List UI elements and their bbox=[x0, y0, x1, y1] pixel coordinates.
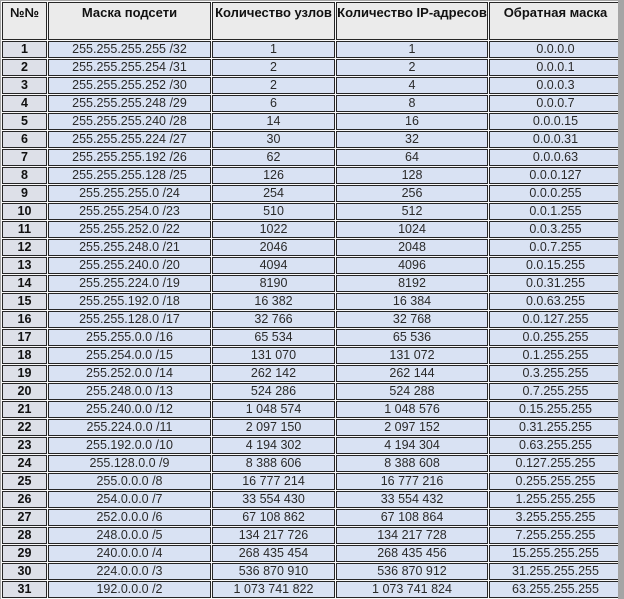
row-number-cell: 16 bbox=[2, 311, 47, 328]
row-number-cell: 29 bbox=[2, 545, 47, 562]
row-number-cell: 3 bbox=[2, 77, 47, 94]
node-count-cell: 33 554 430 bbox=[212, 491, 335, 508]
wildcard-mask-cell: 1.255.255.255 bbox=[489, 491, 618, 508]
wildcard-mask-cell: 0.3.255.255 bbox=[489, 365, 618, 382]
row-number-cell: 4 bbox=[2, 95, 47, 112]
table-row bbox=[2, 113, 618, 130]
wildcard-mask-cell: 63.255.255.255 bbox=[489, 581, 618, 598]
ip-count-cell: 32 768 bbox=[336, 311, 488, 328]
table-row bbox=[2, 311, 618, 328]
node-count-cell: 65 534 bbox=[212, 329, 335, 346]
wildcard-mask-cell: 15.255.255.255 bbox=[489, 545, 618, 562]
table-row bbox=[2, 167, 618, 184]
subnet-mask-cell: 255.252.0.0 /14 bbox=[48, 365, 211, 382]
wildcard-mask-cell: 31.255.255.255 bbox=[489, 563, 618, 580]
table-row bbox=[2, 581, 618, 598]
subnet-mask-cell: 254.0.0.0 /7 bbox=[48, 491, 211, 508]
wildcard-mask-cell: 0.255.255.255 bbox=[489, 473, 618, 490]
wildcard-mask-cell: 0.0.31.255 bbox=[489, 275, 618, 292]
subnet-mask-cell: 255.192.0.0 /10 bbox=[48, 437, 211, 454]
subnet-mask-cell: 192.0.0.0 /2 bbox=[48, 581, 211, 598]
node-count-cell: 1 048 574 bbox=[212, 401, 335, 418]
wildcard-mask-cell: 0.31.255.255 bbox=[489, 419, 618, 436]
node-count-cell: 4 194 302 bbox=[212, 437, 335, 454]
subnet-mask-table bbox=[1, 1, 618, 599]
wildcard-mask-cell: 0.7.255.255 bbox=[489, 383, 618, 400]
node-count-cell: 2046 bbox=[212, 239, 335, 256]
subnet-mask-cell: 255.255.255.252 /30 bbox=[48, 77, 211, 94]
table-row bbox=[2, 455, 618, 472]
ip-count-cell: 4 194 304 bbox=[336, 437, 488, 454]
table-row bbox=[2, 563, 618, 580]
table-row bbox=[2, 329, 618, 346]
wildcard-mask-cell: 0.63.255.255 bbox=[489, 437, 618, 454]
wildcard-mask-cell: 7.255.255.255 bbox=[489, 527, 618, 544]
wildcard-mask-cell: 3.255.255.255 bbox=[489, 509, 618, 526]
table-row bbox=[2, 95, 618, 112]
row-number-cell: 31 bbox=[2, 581, 47, 598]
table-row bbox=[2, 185, 618, 202]
row-number-cell: 2 bbox=[2, 59, 47, 76]
subnet-mask-cell: 255.255.255.240 /28 bbox=[48, 113, 211, 130]
ip-count-cell: 2 bbox=[336, 59, 488, 76]
ip-count-cell: 1 bbox=[336, 41, 488, 58]
header-number: №№ bbox=[2, 2, 47, 40]
row-number-cell: 28 bbox=[2, 527, 47, 544]
node-count-cell: 16 382 bbox=[212, 293, 335, 310]
node-count-cell: 536 870 910 bbox=[212, 563, 335, 580]
table-row bbox=[2, 473, 618, 490]
wildcard-mask-cell: 0.0.1.255 bbox=[489, 203, 618, 220]
header-wildcard-mask: Обратная маска bbox=[489, 2, 618, 40]
node-count-cell: 1 073 741 822 bbox=[212, 581, 335, 598]
node-count-cell: 134 217 726 bbox=[212, 527, 335, 544]
table-row bbox=[2, 365, 618, 382]
ip-count-cell: 16 777 216 bbox=[336, 473, 488, 490]
row-number-cell: 25 bbox=[2, 473, 47, 490]
row-number-cell: 19 bbox=[2, 365, 47, 382]
ip-count-cell: 8 bbox=[336, 95, 488, 112]
table-row bbox=[2, 41, 618, 58]
wildcard-mask-cell: 0.127.255.255 bbox=[489, 455, 618, 472]
subnet-mask-cell: 255.255.255.255 /32 bbox=[48, 41, 211, 58]
table-row bbox=[2, 149, 618, 166]
subnet-mask-cell: 255.255.254.0 /23 bbox=[48, 203, 211, 220]
subnet-mask-cell: 252.0.0.0 /6 bbox=[48, 509, 211, 526]
row-number-cell: 15 bbox=[2, 293, 47, 310]
table-row bbox=[2, 59, 618, 76]
subnet-mask-cell: 255.248.0.0 /13 bbox=[48, 383, 211, 400]
subnet-mask-cell: 255.254.0.0 /15 bbox=[48, 347, 211, 364]
table-row bbox=[2, 293, 618, 310]
ip-count-cell: 131 072 bbox=[336, 347, 488, 364]
header-row bbox=[2, 2, 618, 40]
table-row bbox=[2, 347, 618, 364]
ip-count-cell: 256 bbox=[336, 185, 488, 202]
table-row bbox=[2, 275, 618, 292]
row-number-cell: 23 bbox=[2, 437, 47, 454]
node-count-cell: 126 bbox=[212, 167, 335, 184]
ip-count-cell: 1 073 741 824 bbox=[336, 581, 488, 598]
table-row bbox=[2, 527, 618, 544]
subnet-mask-cell: 255.255.192.0 /18 bbox=[48, 293, 211, 310]
row-number-cell: 24 bbox=[2, 455, 47, 472]
row-number-cell: 30 bbox=[2, 563, 47, 580]
row-number-cell: 9 bbox=[2, 185, 47, 202]
table-row bbox=[2, 419, 618, 436]
ip-count-cell: 536 870 912 bbox=[336, 563, 488, 580]
row-number-cell: 13 bbox=[2, 257, 47, 274]
ip-count-cell: 1 048 576 bbox=[336, 401, 488, 418]
table-row bbox=[2, 131, 618, 148]
ip-count-cell: 2048 bbox=[336, 239, 488, 256]
node-count-cell: 131 070 bbox=[212, 347, 335, 364]
subnet-mask-cell: 255.255.255.248 /29 bbox=[48, 95, 211, 112]
wildcard-mask-cell: 0.0.127.255 bbox=[489, 311, 618, 328]
ip-count-cell: 65 536 bbox=[336, 329, 488, 346]
subnet-mask-cell: 255.0.0.0 /8 bbox=[48, 473, 211, 490]
node-count-cell: 62 bbox=[212, 149, 335, 166]
wildcard-mask-cell: 0.0.0.255 bbox=[489, 185, 618, 202]
wildcard-mask-cell: 0.1.255.255 bbox=[489, 347, 618, 364]
table-row bbox=[2, 239, 618, 256]
ip-count-cell: 128 bbox=[336, 167, 488, 184]
row-number-cell: 21 bbox=[2, 401, 47, 418]
node-count-cell: 4094 bbox=[212, 257, 335, 274]
row-number-cell: 18 bbox=[2, 347, 47, 364]
wildcard-mask-cell: 0.0.0.3 bbox=[489, 77, 618, 94]
ip-count-cell: 2 097 152 bbox=[336, 419, 488, 436]
row-number-cell: 5 bbox=[2, 113, 47, 130]
row-number-cell: 27 bbox=[2, 509, 47, 526]
header-ip-count: Количество IP-адресов bbox=[336, 2, 488, 40]
node-count-cell: 14 bbox=[212, 113, 335, 130]
table-row bbox=[2, 401, 618, 418]
table-row bbox=[2, 491, 618, 508]
subnet-mask-cell: 255.255.0.0 /16 bbox=[48, 329, 211, 346]
subnet-mask-cell: 255.224.0.0 /11 bbox=[48, 419, 211, 436]
subnet-mask-cell: 255.128.0.0 /9 bbox=[48, 455, 211, 472]
wildcard-mask-cell: 0.0.0.127 bbox=[489, 167, 618, 184]
subnet-mask-cell: 255.255.252.0 /22 bbox=[48, 221, 211, 238]
table-row bbox=[2, 203, 618, 220]
subnet-mask-table-container bbox=[1, 1, 618, 599]
ip-count-cell: 524 288 bbox=[336, 383, 488, 400]
table-row bbox=[2, 221, 618, 238]
node-count-cell: 268 435 454 bbox=[212, 545, 335, 562]
node-count-cell: 30 bbox=[212, 131, 335, 148]
wildcard-mask-cell: 0.0.15.255 bbox=[489, 257, 618, 274]
wildcard-mask-cell: 0.0.0.7 bbox=[489, 95, 618, 112]
node-count-cell: 8190 bbox=[212, 275, 335, 292]
ip-count-cell: 262 144 bbox=[336, 365, 488, 382]
wildcard-mask-cell: 0.0.63.255 bbox=[489, 293, 618, 310]
wildcard-mask-cell: 0.0.0.15 bbox=[489, 113, 618, 130]
row-number-cell: 7 bbox=[2, 149, 47, 166]
wildcard-mask-cell: 0.0.0.0 bbox=[489, 41, 618, 58]
row-number-cell: 6 bbox=[2, 131, 47, 148]
node-count-cell: 262 142 bbox=[212, 365, 335, 382]
subnet-mask-cell: 255.255.255.0 /24 bbox=[48, 185, 211, 202]
ip-count-cell: 16 384 bbox=[336, 293, 488, 310]
table-row bbox=[2, 509, 618, 526]
node-count-cell: 8 388 606 bbox=[212, 455, 335, 472]
ip-count-cell: 32 bbox=[336, 131, 488, 148]
wildcard-mask-cell: 0.0.0.63 bbox=[489, 149, 618, 166]
subnet-mask-cell: 255.240.0.0 /12 bbox=[48, 401, 211, 418]
subnet-mask-cell: 255.255.255.128 /25 bbox=[48, 167, 211, 184]
ip-count-cell: 4 bbox=[336, 77, 488, 94]
wildcard-mask-cell: 0.15.255.255 bbox=[489, 401, 618, 418]
ip-count-cell: 16 bbox=[336, 113, 488, 130]
node-count-cell: 2 bbox=[212, 59, 335, 76]
ip-count-cell: 64 bbox=[336, 149, 488, 166]
ip-count-cell: 8192 bbox=[336, 275, 488, 292]
row-number-cell: 10 bbox=[2, 203, 47, 220]
row-number-cell: 26 bbox=[2, 491, 47, 508]
table-row bbox=[2, 77, 618, 94]
subnet-mask-cell: 255.255.248.0 /21 bbox=[48, 239, 211, 256]
node-count-cell: 2 bbox=[212, 77, 335, 94]
row-number-cell: 20 bbox=[2, 383, 47, 400]
table-body bbox=[2, 41, 618, 598]
row-number-cell: 22 bbox=[2, 419, 47, 436]
node-count-cell: 1022 bbox=[212, 221, 335, 238]
subnet-mask-cell: 255.255.255.254 /31 bbox=[48, 59, 211, 76]
wildcard-mask-cell: 0.0.3.255 bbox=[489, 221, 618, 238]
row-number-cell: 17 bbox=[2, 329, 47, 346]
node-count-cell: 524 286 bbox=[212, 383, 335, 400]
node-count-cell: 16 777 214 bbox=[212, 473, 335, 490]
node-count-cell: 1 bbox=[212, 41, 335, 58]
wildcard-mask-cell: 0.0.7.255 bbox=[489, 239, 618, 256]
subnet-mask-cell: 255.255.255.224 /27 bbox=[48, 131, 211, 148]
ip-count-cell: 67 108 864 bbox=[336, 509, 488, 526]
node-count-cell: 67 108 862 bbox=[212, 509, 335, 526]
table-row bbox=[2, 383, 618, 400]
ip-count-cell: 512 bbox=[336, 203, 488, 220]
node-count-cell: 254 bbox=[212, 185, 335, 202]
table-row bbox=[2, 437, 618, 454]
header-subnet-mask: Маска подсети bbox=[48, 2, 211, 40]
node-count-cell: 32 766 bbox=[212, 311, 335, 328]
wildcard-mask-cell: 0.0.255.255 bbox=[489, 329, 618, 346]
row-number-cell: 11 bbox=[2, 221, 47, 238]
node-count-cell: 510 bbox=[212, 203, 335, 220]
wildcard-mask-cell: 0.0.0.1 bbox=[489, 59, 618, 76]
row-number-cell: 14 bbox=[2, 275, 47, 292]
subnet-mask-cell: 255.255.224.0 /19 bbox=[48, 275, 211, 292]
row-number-cell: 12 bbox=[2, 239, 47, 256]
subnet-mask-cell: 255.255.240.0 /20 bbox=[48, 257, 211, 274]
ip-count-cell: 1024 bbox=[336, 221, 488, 238]
table-row bbox=[2, 257, 618, 274]
ip-count-cell: 134 217 728 bbox=[336, 527, 488, 544]
node-count-cell: 2 097 150 bbox=[212, 419, 335, 436]
row-number-cell: 8 bbox=[2, 167, 47, 184]
subnet-mask-cell: 240.0.0.0 /4 bbox=[48, 545, 211, 562]
header-node-count: Количество узлов bbox=[212, 2, 335, 40]
ip-count-cell: 8 388 608 bbox=[336, 455, 488, 472]
ip-count-cell: 268 435 456 bbox=[336, 545, 488, 562]
node-count-cell: 6 bbox=[212, 95, 335, 112]
table-row bbox=[2, 545, 618, 562]
subnet-mask-cell: 224.0.0.0 /3 bbox=[48, 563, 211, 580]
subnet-mask-cell: 255.255.255.192 /26 bbox=[48, 149, 211, 166]
subnet-mask-cell: 255.255.128.0 /17 bbox=[48, 311, 211, 328]
ip-count-cell: 4096 bbox=[336, 257, 488, 274]
wildcard-mask-cell: 0.0.0.31 bbox=[489, 131, 618, 148]
subnet-mask-cell: 248.0.0.0 /5 bbox=[48, 527, 211, 544]
row-number-cell: 1 bbox=[2, 41, 47, 58]
ip-count-cell: 33 554 432 bbox=[336, 491, 488, 508]
